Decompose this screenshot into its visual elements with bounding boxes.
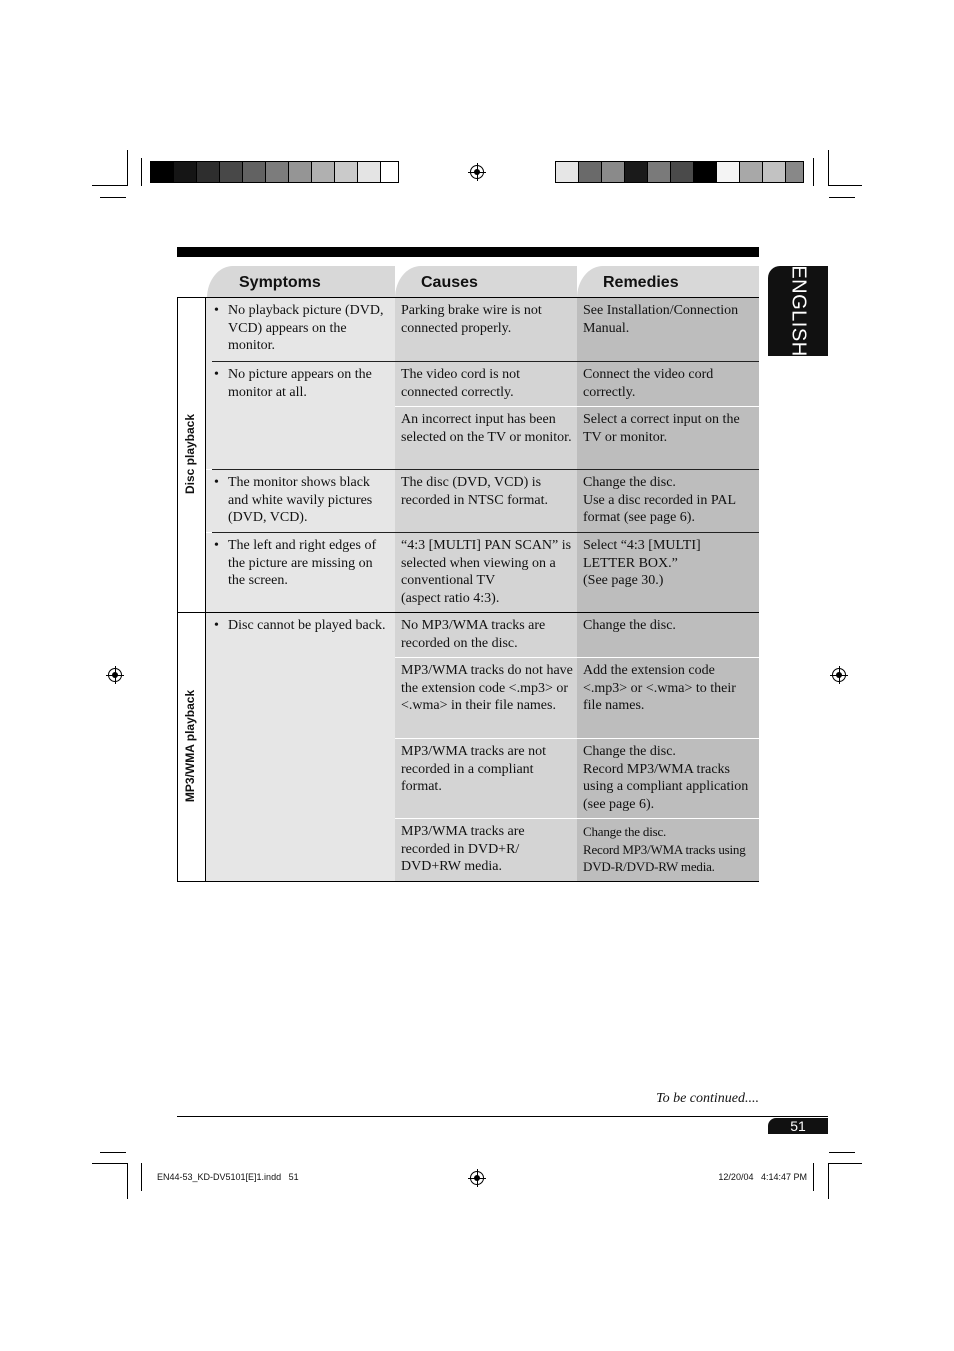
language-tab-label: ENGLISH <box>787 265 810 357</box>
registration-mark-left-icon <box>108 668 122 682</box>
table-row-symptom: • The monitor shows black and white wavily pictures (DVD, VCD). <box>206 470 395 532</box>
table-row-symptom: • No picture appears on the monitor at all. <box>206 362 395 469</box>
registration-mark-bottom-icon <box>470 1171 484 1185</box>
footer-file-name: EN44-53_KD-DV5101[E]1.indd 51 <box>157 1172 299 1182</box>
table-row-remedy: Change the disc. Use a disc recorded in PAL format (see page 6). <box>577 470 759 532</box>
table-row-cause: No MP3/WMA tracks are recorded on the disc. <box>395 613 577 657</box>
table-row-cause: The disc (DVD, VCD) is recorded in NTSC format. <box>395 470 577 532</box>
table-row-remedy: See Installation/Connection Manual. <box>577 298 759 362</box>
table-row-remedy: Change the disc. <box>577 613 759 657</box>
table-row-cause: MP3/WMA tracks are not recorded in a compliant format. <box>395 739 577 818</box>
table-row-remedy: Change the disc. Record MP3/WMA tracks using a compliant application (see page 6). <box>577 739 759 818</box>
language-tab <box>768 266 828 356</box>
page-number: 51 <box>768 1118 828 1134</box>
section-label-disc-playback: Disc playback <box>183 413 197 495</box>
table-row-remedy: Select “4:3 [MULTI] LETTER BOX.” (See page 30.) <box>577 533 759 612</box>
footer-timestamp: 12/20/04 4:14:47 PM <box>718 1172 807 1182</box>
header-remedies: Remedies <box>577 266 759 298</box>
continued-note: To be continued.... <box>656 1091 759 1106</box>
table-row-cause: MP3/WMA tracks do not have the extension code <.mp3> or <.wma> in their file names. <box>395 658 577 738</box>
registration-mark-top-icon <box>470 165 484 179</box>
table-row-cause: Parking brake wire is not connected properly. <box>395 298 577 362</box>
registration-mark-right-icon <box>832 668 846 682</box>
header-symptoms: Symptoms <box>207 266 395 298</box>
table-row-symptom: • No playback picture (DVD, VCD) appears on the monitor. <box>206 298 395 362</box>
table-row-symptom: • The left and right edges of the picture are missing on the screen. <box>206 533 395 612</box>
header-causes: Causes <box>395 266 577 298</box>
table-row-remedy: Select a correct input on the TV or monitor. <box>577 407 759 469</box>
table-row-remedy: Connect the video cord correctly. <box>577 362 759 406</box>
table-row-cause: MP3/WMA tracks are recorded in DVD+R/ DVD+RW media. <box>395 819 577 881</box>
table-row-remedy: Add the extension code <.mp3> or <.wma> to their file names. <box>577 658 759 738</box>
section-label-mp3-wma-playback: MP3/WMA playback <box>183 689 197 803</box>
table-row-cause: “4:3 [MULTI] PAN SCAN” is selected when viewing on a conventional TV (aspect ratio 4:3). <box>395 533 577 612</box>
top-rule <box>177 247 759 257</box>
table-row-cause: An incorrect input has been selected on the TV or monitor. <box>395 407 577 469</box>
table-row-cause: The video cord is not connected correctly. <box>395 362 577 406</box>
table-row-symptom: • Disc cannot be played back. <box>206 613 395 881</box>
table-row-remedy: Change the disc. Record MP3/WMA tracks using DVD-R/DVD-RW media. <box>577 819 759 881</box>
bottom-rule <box>177 1116 828 1117</box>
